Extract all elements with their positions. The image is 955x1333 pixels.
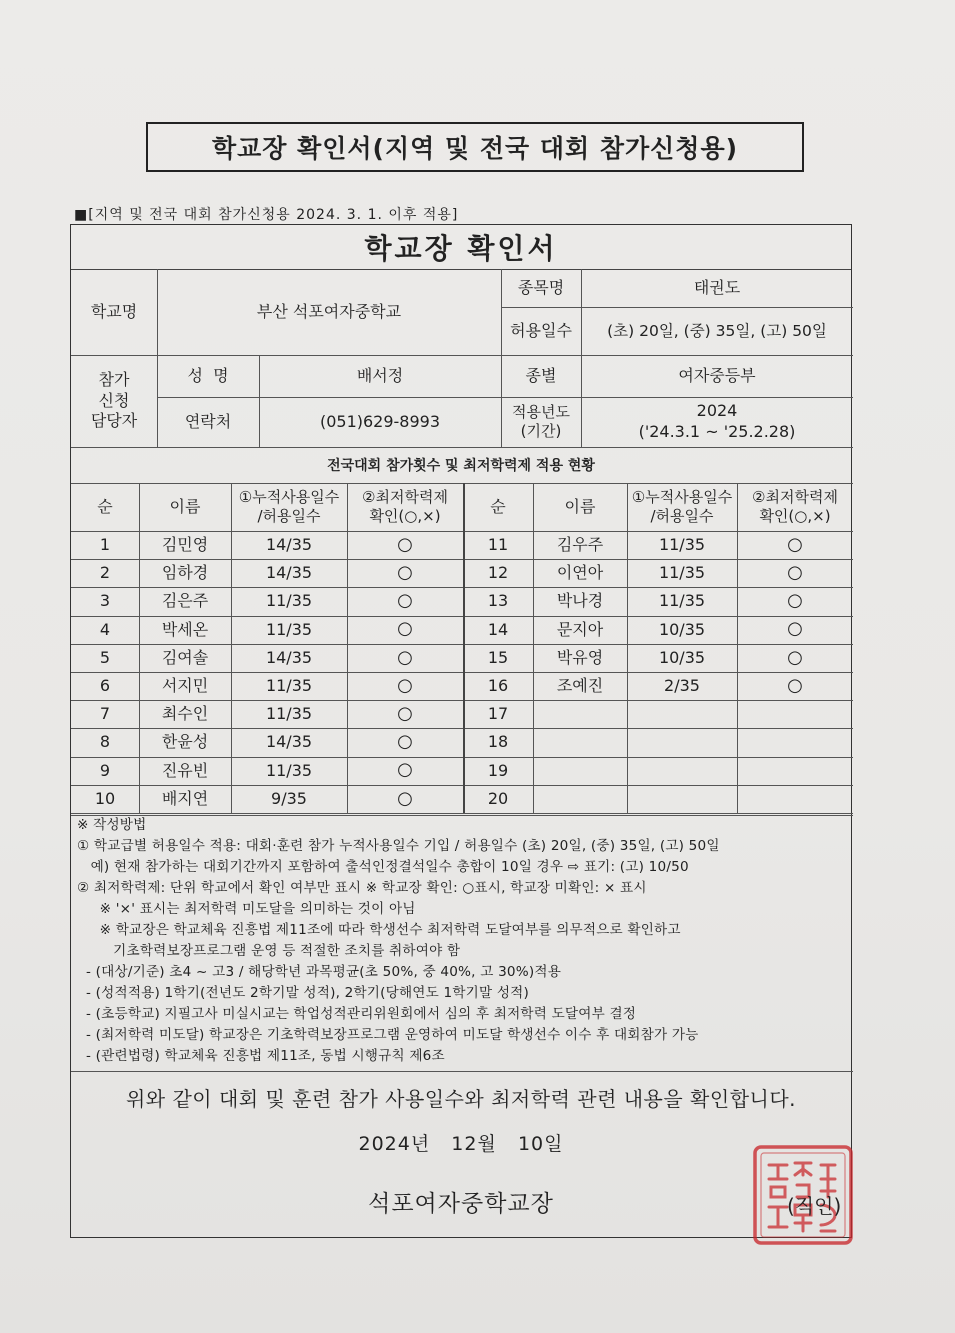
col-no-header: 순	[490, 497, 506, 516]
student-min-cell: ○	[397, 562, 413, 584]
seal-note: (직인)	[787, 1194, 842, 1218]
student-min-cell: ○	[397, 618, 413, 640]
student-days-cell: 11/35	[658, 563, 706, 583]
student-days-cell: 2/35	[664, 676, 700, 696]
student-days-cell: 11/35	[658, 535, 706, 555]
student-name-cell	[533, 757, 627, 785]
student-no-cell: 18	[487, 732, 509, 752]
student-min-cell	[737, 700, 853, 728]
student-min-cell: ○	[397, 590, 413, 612]
student-no-cell: 2	[99, 563, 111, 583]
student-days-cell: 10/35	[658, 619, 706, 639]
student-name-cell: 박나경	[556, 591, 604, 611]
principal-name: 석포여자중학교장	[368, 1191, 554, 1217]
student-name-cell	[533, 728, 627, 756]
student-no-cell: 19	[487, 760, 509, 780]
instruction-line: - (관련법령) 학교체육 진흥법 제11조, 동법 시행규칙 제6조	[77, 1048, 445, 1064]
student-name-cell	[533, 785, 627, 813]
student-days-cell	[627, 700, 737, 728]
student-no-cell: 1	[99, 535, 111, 555]
school-value: 부산 석포여자중학교	[256, 301, 402, 321]
year-value: 2024	[696, 401, 738, 421]
instruction-line: - (대상/기준) 초4 ~ 고3 / 해당학년 과목평균(초 50%, 중 40%, 고 30%)적용	[77, 964, 562, 980]
student-min-cell	[737, 757, 853, 785]
instruction-line: ② 최저학력제: 단위 학교에서 확인 여부만 표시 ※ 학교장 확인: ○표시, 학교장 미확인: × 표시	[77, 880, 647, 896]
confirmation-form	[70, 224, 852, 1238]
student-no-cell: 9	[99, 760, 111, 780]
student-min-cell: ○	[397, 759, 413, 781]
student-name-cell: 박세온	[161, 619, 209, 639]
student-min-cell: ○	[397, 646, 413, 668]
school-label: 학교명	[90, 301, 138, 321]
event-value: 태권도	[693, 277, 741, 297]
student-no-cell: 15	[487, 647, 509, 667]
name-label: 성 명	[187, 365, 229, 385]
student-status-table	[71, 483, 853, 813]
student-no-cell: 4	[99, 619, 111, 639]
student-min-cell: ○	[397, 674, 413, 696]
document-title: 학교장 확인서(지역 및 전국 대회 참가신청용)	[146, 122, 804, 172]
student-no-cell: 14	[487, 619, 509, 639]
student-no-cell: 17	[487, 704, 509, 724]
student-min-cell: ○	[787, 562, 803, 584]
instruction-line: - (최저학력 미도달) 학교장은 기초학력보장프로그램 운영하여 미도달 학생선수 이수 후 대회참가 가능	[77, 1027, 699, 1043]
student-name-cell: 한윤성	[161, 732, 209, 752]
col-min-header: ②최저학력제 확인(○,×)	[362, 488, 448, 525]
col-days-header: ①누적사용일수 /허용일수	[631, 488, 733, 525]
student-no-cell: 11	[487, 535, 509, 555]
student-days-cell: 11/35	[265, 676, 313, 696]
student-days-cell: 14/35	[265, 732, 313, 752]
document-subheading: ■[지역 및 전국 대회 참가신청용 2024. 3. 1. 이후 적용]	[74, 207, 459, 223]
student-days-cell: 10/35	[658, 647, 706, 667]
grid-row-divider	[71, 813, 853, 814]
student-no-cell: 6	[99, 676, 111, 696]
student-days-cell	[627, 757, 737, 785]
form-title: 학교장 확인서	[71, 225, 851, 270]
student-no-cell: 16	[487, 676, 509, 696]
student-no-cell: 7	[99, 704, 111, 724]
student-min-cell	[737, 785, 853, 813]
year-cell	[581, 397, 853, 447]
category-label: 종별	[525, 365, 557, 385]
student-name-cell: 김민영	[161, 535, 209, 555]
event-label: 종목명	[517, 277, 565, 297]
student-min-cell: ○	[787, 674, 803, 696]
instruction-line: - (초등학교) 지필고사 미실시교는 학업성적관리위원회에서 심의 후 최저학력 도달여부 결정	[77, 1006, 637, 1022]
student-name-cell: 김여솔	[161, 647, 209, 667]
confirmation-statement: 위와 같이 대회 및 훈련 참가 사용일수와 최저학력 관련 내용을 확인합니다.	[125, 1087, 797, 1111]
student-min-cell: ○	[397, 703, 413, 725]
student-name-cell: 서지민	[161, 676, 209, 696]
student-name-cell: 조예진	[556, 676, 604, 696]
student-days-cell: 11/35	[265, 704, 313, 724]
student-days-cell: 11/35	[265, 619, 313, 639]
student-name-cell: 진유빈	[161, 760, 209, 780]
student-days-cell: 14/35	[265, 647, 313, 667]
student-days-cell	[627, 785, 737, 813]
student-min-cell: ○	[787, 646, 803, 668]
allowed-days-label: 허용일수	[510, 320, 572, 340]
year-label: 적용년도 (기간)	[512, 402, 570, 440]
col-days-header: ①누적사용일수 /허용일수	[238, 488, 340, 525]
student-no-cell: 13	[487, 591, 509, 611]
col-min-header: ②최저학력제 확인(○,×)	[752, 488, 838, 525]
instruction-line: - (성적적용) 1학기(전년도 2학기말 성적), 2학기(당해연도 1학기말 성적)	[77, 985, 530, 1001]
student-min-cell: ○	[787, 590, 803, 612]
student-days-cell: 14/35	[265, 535, 313, 555]
student-min-cell: ○	[397, 533, 413, 555]
student-name-cell: 문지아	[556, 619, 604, 639]
student-name-cell: 최수인	[161, 704, 209, 724]
student-name-cell: 이연아	[556, 563, 604, 583]
contact-value: (051)629-8993	[319, 411, 441, 431]
writing-instructions	[77, 815, 849, 1067]
instruction-line: ※ '×' 표시는 최저학력 미도달을 의미하는 것이 아님	[77, 901, 416, 917]
col-name-header: 이름	[564, 497, 596, 516]
contact-label: 연락처	[184, 411, 232, 431]
student-no-cell: 5	[99, 647, 111, 667]
instruction-line: ① 학교급별 허용일수 적용: 대회·훈련 참가 누적사용일수 기입 / 허용일수 (초) 20일, (중) 35일, (고) 50일	[77, 838, 720, 854]
student-days-cell: 11/35	[265, 760, 313, 780]
category-value: 여자중등부	[678, 365, 756, 385]
student-name-cell: 김은주	[161, 591, 209, 611]
student-min-cell	[737, 728, 853, 756]
divider	[71, 1071, 853, 1072]
col-no-header: 순	[97, 497, 113, 516]
student-days-cell: 11/35	[265, 591, 313, 611]
student-name-cell: 배지연	[161, 788, 209, 808]
student-name-cell: 임하경	[161, 563, 209, 583]
student-days-cell: 11/35	[658, 591, 706, 611]
student-name-cell: 박유영	[556, 647, 604, 667]
confirmation-date: 2024년 12월 10일	[358, 1133, 564, 1155]
student-min-cell: ○	[787, 533, 803, 555]
student-min-cell: ○	[397, 787, 413, 809]
student-days-cell	[627, 728, 737, 756]
student-no-cell: 10	[94, 788, 116, 808]
student-no-cell: 20	[487, 788, 509, 808]
student-days-cell: 9/35	[271, 788, 307, 808]
student-name-cell: 김우주	[556, 535, 604, 555]
student-days-cell: 14/35	[265, 563, 313, 583]
manager-label: 참가 신청 담당자	[90, 369, 138, 431]
student-name-cell	[533, 700, 627, 728]
student-min-cell: ○	[397, 731, 413, 753]
student-min-cell: ○	[787, 618, 803, 640]
instruction-line: ※ 작성방법	[77, 817, 147, 833]
status-section-title: 전국대회 참가횟수 및 최저학력제 적용 현황	[327, 458, 595, 474]
col-name-header: 이름	[169, 497, 201, 516]
year-period: ('24.3.1 ~ '25.2.28)	[638, 422, 796, 441]
student-no-cell: 12	[487, 563, 509, 583]
instruction-line: 예) 현재 참가하는 대회기간까지 포함하여 출석인정결석일수 총합이 10일 경우 ⇨ 표기: (고) 10/50	[77, 859, 689, 875]
allowed-days-value: (초) 20일, (중) 35일, (고) 50일	[607, 321, 827, 340]
name-value: 배서정	[356, 365, 404, 385]
instruction-line: ※ 학교장은 학교체육 진흥법 제11조에 따라 학생선수 최저학력 도달여부를 의무적으로 확인하고	[77, 922, 681, 938]
instruction-line: 기초학력보장프로그램 운영 등 적절한 조치를 취하여야 함	[77, 943, 461, 959]
student-no-cell: 8	[99, 732, 111, 752]
student-no-cell: 3	[99, 591, 111, 611]
